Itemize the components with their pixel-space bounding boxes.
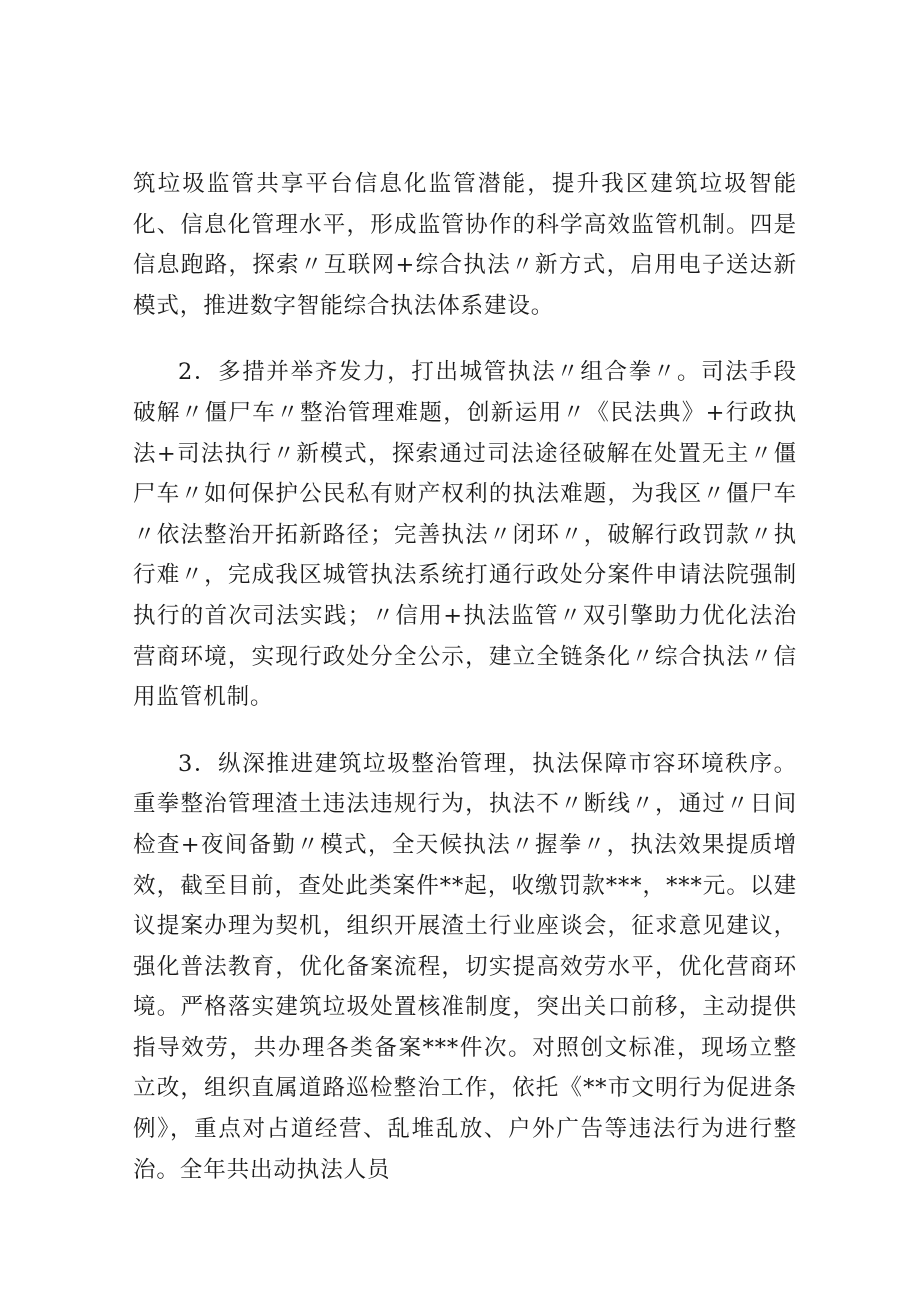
paragraph-gap: [133, 326, 797, 352]
paragraph-item-3: 3．纵深推进建筑垃圾整治管理，执法保障市容环境秩序。重拳整治管理渣土违法违规行为，执法不〃断线〃，通过〃日间检查+夜间备勤〃模式，全天候执法〃握拳〃，执法效果提质增效，截至目前，查处此类案件**起，收缴罚款***，***元。以建议提案办理为契机，组织开展渣土行业座谈会，征求意见建议，强化普法教育，优化备案流程，切实提高效劳水平，优化营商环境。严格落实建筑垃圾处置核准制度，突出关口前移，主动提供指导效劳，共办理各类备案***件次。对照创文标准，现场立整立改，组织直属道路巡检整治工作，依托《**市文明行为促进条例》，重点对占道经营、乱堆乱放、户外广告等违法行为进行整治。全年共出动执法人员: [133, 750, 797, 1183]
paragraph-gap: [133, 718, 797, 744]
paragraph-continuation: 筑垃圾监管共享平台信息化监管潜能，提升我区建筑垃圾智能化、信息化管理水平，形成监管协作的科学高效监管机制。四是信息跑路，探索〃互联网+综合执法〃新方式，启用电子送达新模式，推进数字智能综合执法体系建设。: [133, 171, 797, 319]
document-body: [133, 164, 797, 1190]
paragraph-item-2: 2．多措并举齐发力，打出城管执法〃组合拳〃。司法手段破解〃僵尸车〃整治管理难题，创新运用〃《民法典》+行政执法+司法执行〃新模式，探索通过司法途径破解在处置无主〃僵尸车〃如何保护公民私有财产权利的执法难题，为我区〃僵尸车〃依法整治开拓新路径；完善执法〃闭环〃，破解行政罚款〃执行难〃，完成我区城管执法系统打通行政处分案件申请法院强制执行的首次司法实践；〃信用+执法监管〃双引擎助力优化法治营商环境，实现行政处分全公示，建立全链条化〃综合执法〃信用监管机制。: [133, 359, 797, 711]
